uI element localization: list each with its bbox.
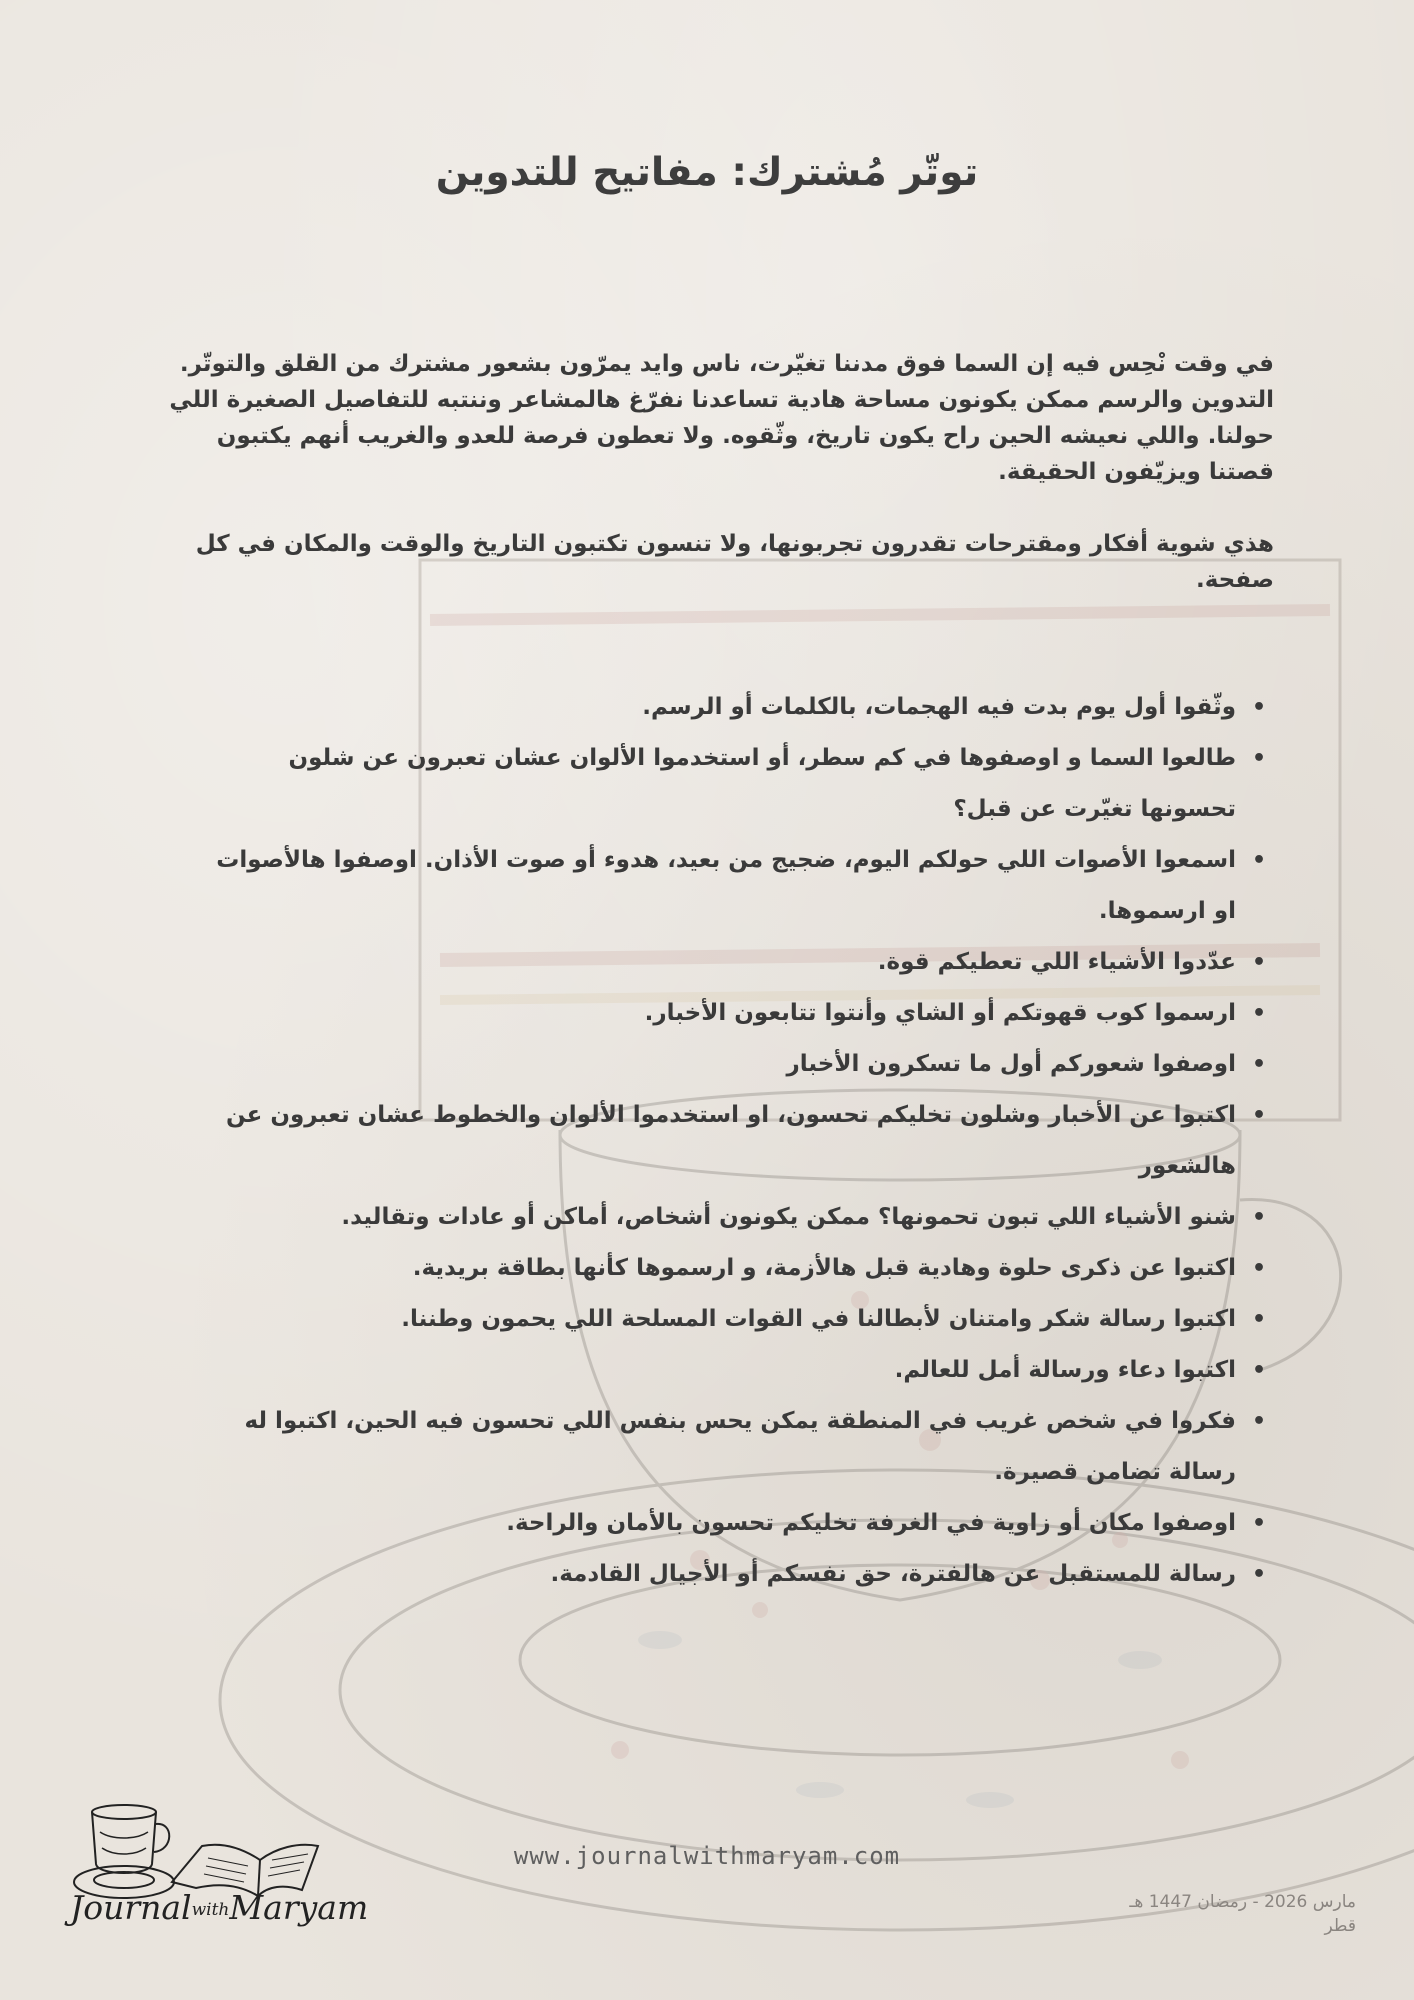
bullet-icon: • (1251, 1409, 1266, 1434)
bullet-icon: • (1251, 1001, 1266, 1026)
prompt-text: اوصفوا شعوركم أول ما تسكرون الأخبار (786, 1051, 1236, 1077)
prompt-text: اكتبوا دعاء ورسالة أمل للعالم. (894, 1357, 1236, 1383)
list-item (196, 733, 1266, 835)
prompt-text: اكتبوا عن الأخبار وشلون تخليكم تحسون، او استخدموا الألوان والخطوط عشان تعبرون عن هالشعور (225, 1102, 1236, 1179)
prompt-text: اكتبوا رسالة شكر وامتنان لأبطالنا في القوات المسلحة اللي يحمون وطننا. (401, 1306, 1236, 1332)
list-item (196, 1192, 1266, 1243)
page-title: توتّر مُشترك: مفاتيح للتدوين (435, 150, 979, 195)
prompt-text: فكروا في شخص غريب في المنطقة يمكن يحس بنفس اللي تحسون فيه الحين، اكتبوا له رسالة تضامن قصيرة. (244, 1408, 1236, 1485)
list-item (196, 1345, 1266, 1396)
prompt-text: طالعوا السما و اوصفوها في كم سطر، أو استخدموا الألوان عشان تعبرون عن شلون تحسونها تغيّرت عن قبل؟ (288, 745, 1236, 822)
list-item (196, 937, 1266, 988)
prompt-text: اسمعوا الأصوات اللي حولكم اليوم، ضجيج من بعيد، هدوء أو صوت الأذان. اوصفوا هالأصوات او ارسموها. (216, 847, 1236, 924)
bullet-icon: • (1251, 1358, 1266, 1383)
prompt-text: رسالة للمستقبل عن هالفترة، حق نفسكم أو الأجيال القادمة. (550, 1561, 1236, 1587)
date-text: مارس 2026 - رمضان 1447 هـ (1129, 1892, 1356, 1912)
list-item (196, 1090, 1266, 1192)
list-item (196, 988, 1266, 1039)
prompt-text: وثّقوا أول يوم بدت فيه الهجمات، بالكلمات أو الرسم. (642, 694, 1236, 720)
bullet-icon: • (1251, 1562, 1266, 1587)
journaling-prompts-list (196, 682, 1274, 1600)
bullet-icon: • (1251, 746, 1266, 771)
prompt-text: عدّدوا الأشياء اللي تعطيكم قوة. (877, 949, 1236, 975)
list-item (196, 682, 1266, 733)
bullet-icon: • (1251, 695, 1266, 720)
list-item (196, 1549, 1266, 1600)
prompt-text: اكتبوا عن ذكرى حلوة وهادية قبل هالأزمة، و ارسموها كأنها بطاقة بريدية. (412, 1255, 1236, 1281)
intro-paragraph-2: هذي شوية أفكار ومقترحات تقدرون تجربونها، ولا تنسون تكتبون التاريخ والوقت والمكان في كل صفحة. (195, 531, 1274, 593)
intro-paragraph-1: في وقت نْحِس فيه إن السما فوق مدننا تغيّرت، ناس وايد يمرّون بشعور مشترك من القلق والتوتّر. التدوين والرسم ممكن يكونون مساحة هادية تساعدنا نفرّغ هالمشاعر وننتبه للتفاصيل الصغيرة اللي حولنا. واللي نعيشه الحين راح يكون تاريخ، وثّقوه. ولا تعطون فرصة للعدو والغريب أنهم يكتبون قصتنا ويزيّفون الحقيقة. (169, 351, 1274, 485)
bullet-icon: • (1251, 848, 1266, 873)
list-item (196, 1243, 1266, 1294)
prompt-text: اوصفوا مكان أو زاوية في الغرفة تخليكم تحسون بالأمان والراحة. (506, 1510, 1236, 1536)
logo-word-with: with (191, 1900, 230, 1920)
logo-word-maryam: Maryam (229, 1888, 369, 1927)
bullet-icon: • (1251, 1511, 1266, 1536)
bullet-icon: • (1251, 1256, 1266, 1281)
list-item (196, 1498, 1266, 1549)
list-item (196, 835, 1266, 937)
list-item (196, 1039, 1266, 1090)
bullet-icon: • (1251, 1103, 1266, 1128)
logo-word-journal: Journal (70, 1888, 192, 1927)
intro-text (144, 346, 1274, 634)
bullet-icon: • (1251, 1052, 1266, 1077)
bullet-icon: • (1251, 1205, 1266, 1230)
bullet-icon: • (1251, 1307, 1266, 1332)
list-item (196, 1294, 1266, 1345)
website-url: www.journalwithmaryam.com (513, 1842, 901, 1870)
prompt-text: شنو الأشياء اللي تبون تحمونها؟ ممكن يكونون أشخاص، أماكن أو عادات وتقاليد. (341, 1204, 1236, 1230)
prompt-text: ارسموا كوب قهوتكم أو الشاي وأنتوا تتابعون الأخبار. (644, 1000, 1236, 1026)
location-text: قطر (1324, 1916, 1356, 1936)
brand-logo-text (70, 1888, 368, 1927)
list-item (196, 1396, 1266, 1498)
bullet-icon: • (1251, 950, 1266, 975)
date-location-block (1129, 1890, 1356, 1938)
